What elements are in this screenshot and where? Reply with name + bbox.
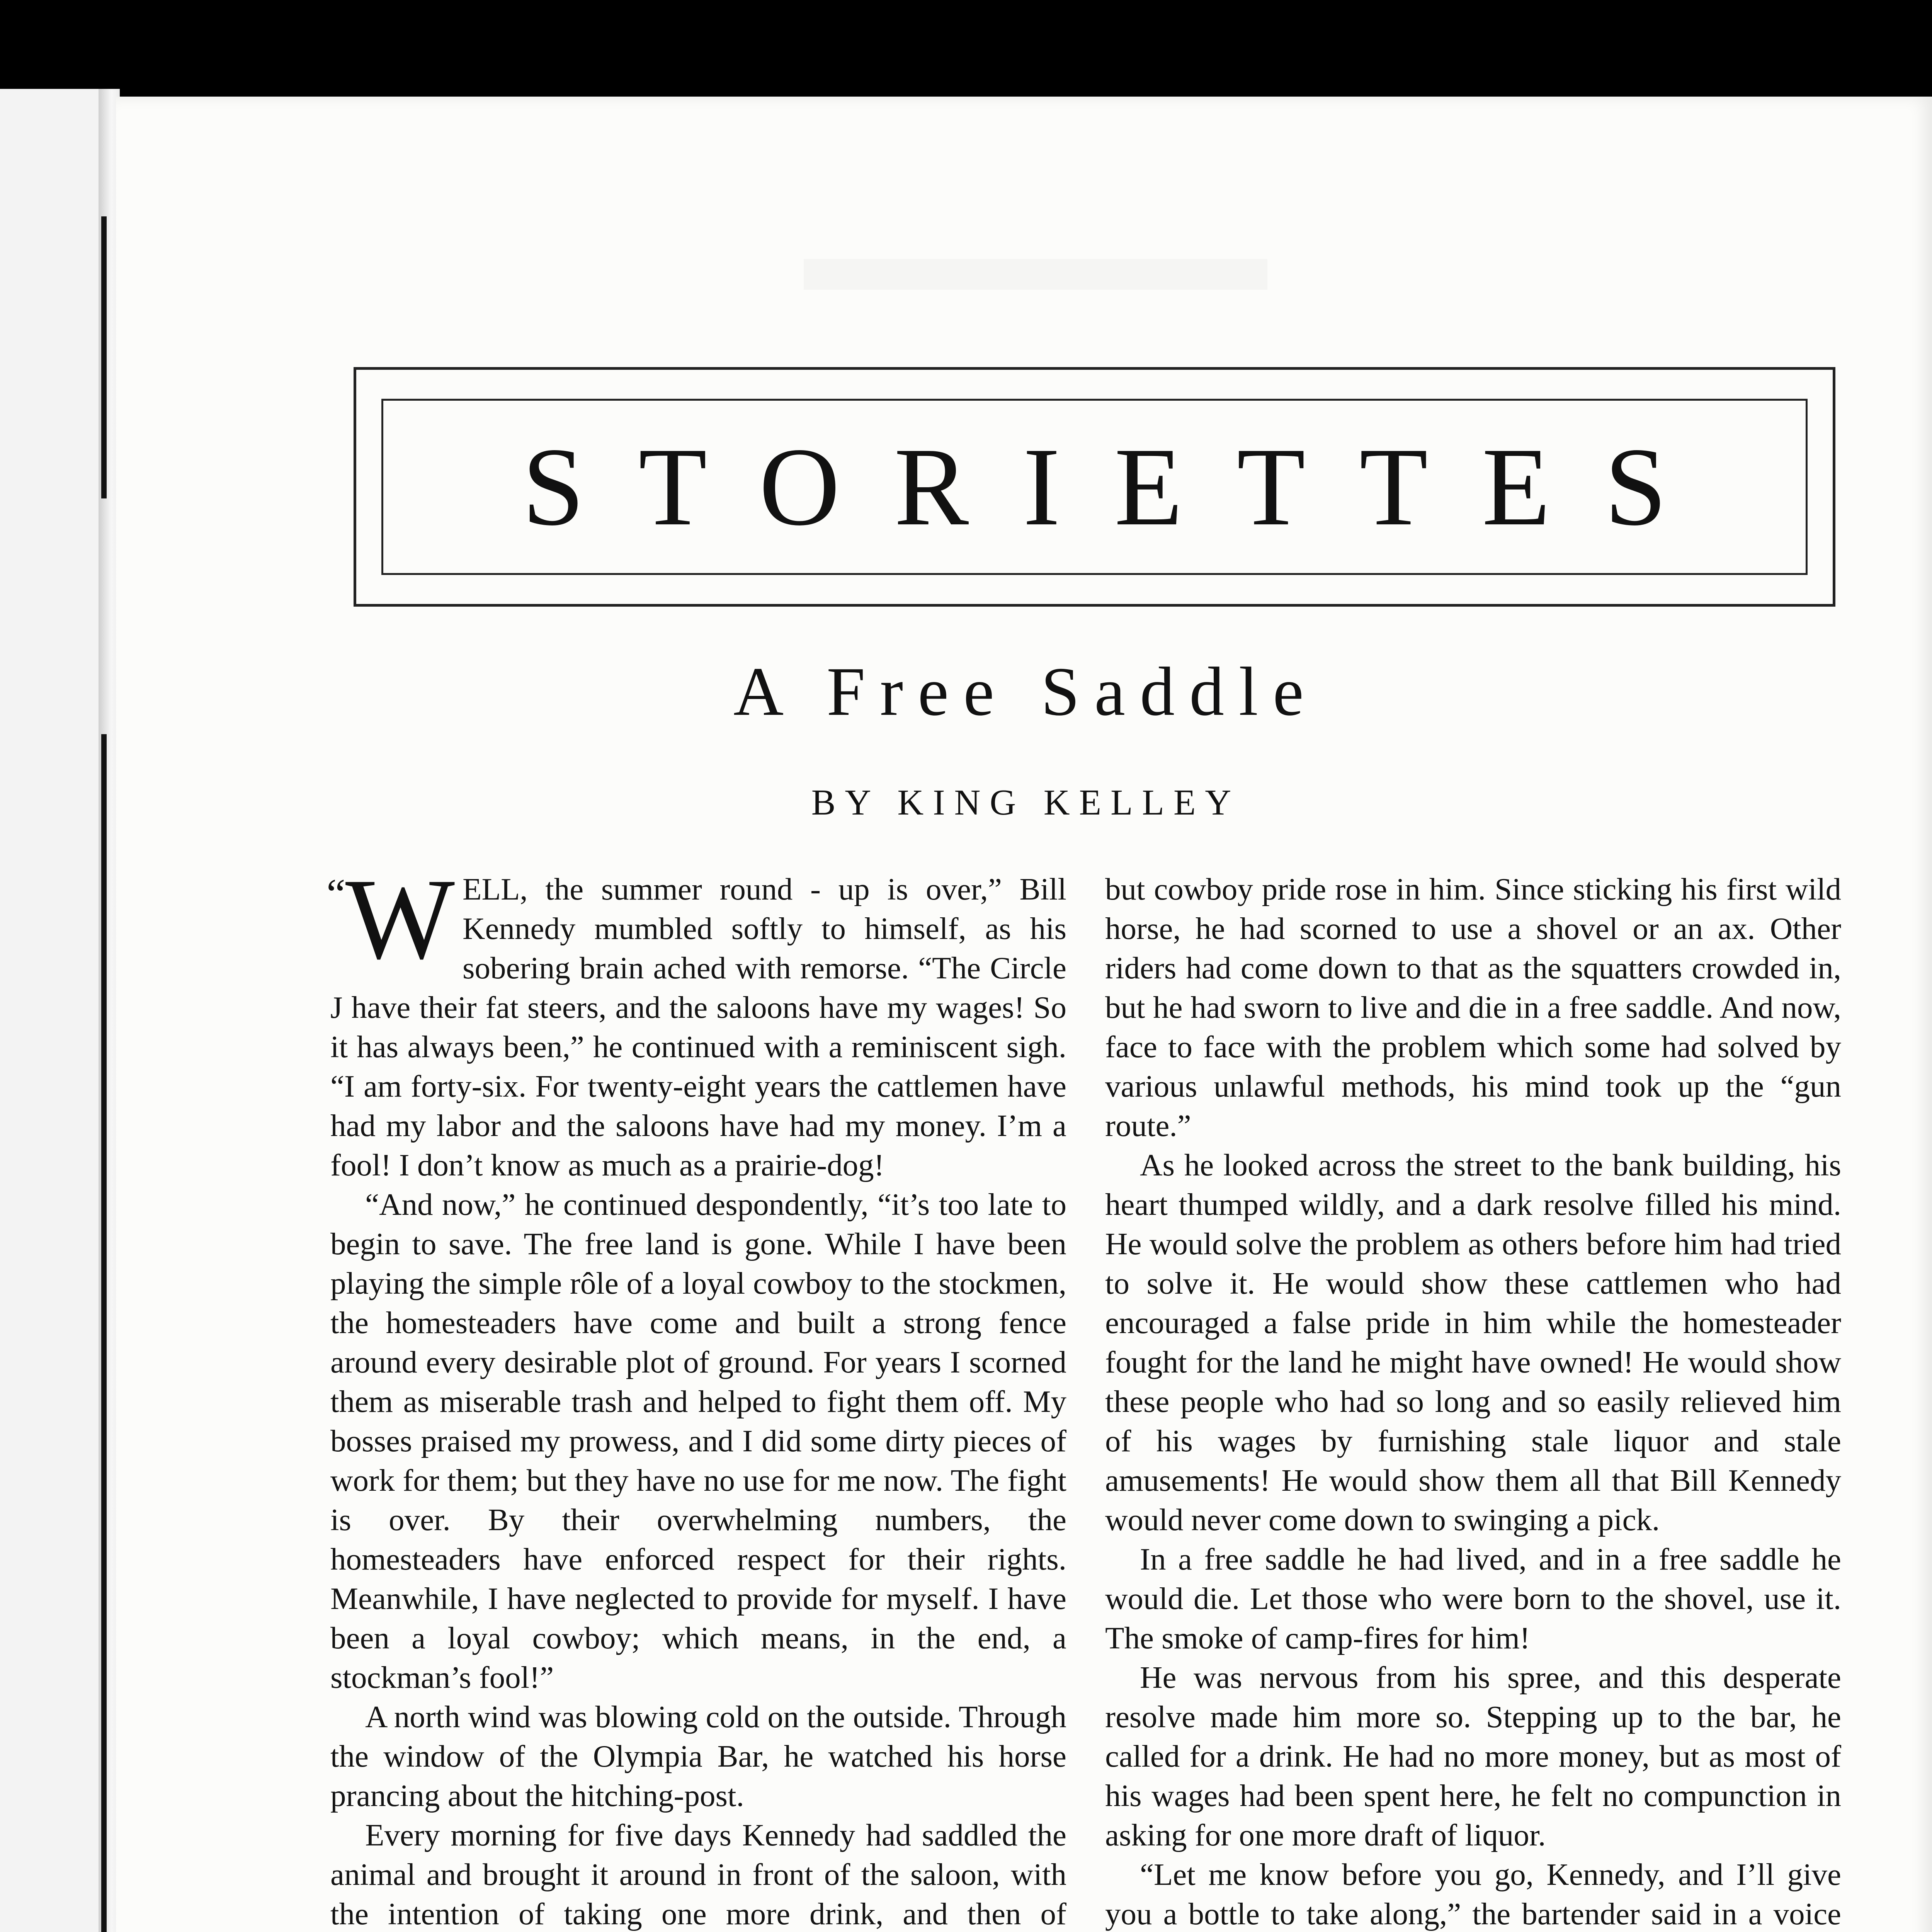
magazine-page: [116, 97, 1932, 1932]
text-column-right: [1105, 869, 1841, 1932]
paragraph: “W ELL, the summer round - up is over,” Bill Kennedy mumbled softly to himself, as his sobering brain ached with remorse. “The Circle J have their fat steers, and the saloons have my wages! So it has always been,” he continued with a reminiscent sigh. “I am forty-six. For twenty-eight years the cattlemen have had my labor and the saloons have had my money. I’m a fool! I don’t know as much as a prairie-dog!: [327, 855, 1066, 1182]
paragraph: He was nervous from his spree, and this desperate resolve made him more so. Stepping up to the bar, he called for a drink. He had no more money, but as most of his wages had been spent here, he felt no compunction in asking for one more draft of liquor.: [1105, 1660, 1841, 1852]
paragraph: Every morning for five days Kennedy had saddled the animal and brought it around in front of the saloon, with the intention of taking one more drink, and then of: [330, 1818, 1066, 1931]
spine-mark-top: [101, 216, 107, 498]
spine-mark-middle: [101, 734, 107, 1662]
adjacent-page-edge: [0, 89, 104, 1932]
section-title-frame: [354, 367, 1835, 607]
paragraph: A north wind was blowing cold on the outside. Through the window of the Olympia Bar, he watched his horse prancing about the hitching-post.: [330, 1699, 1066, 1813]
section-title: STORIETTES: [522, 425, 1721, 549]
story-title: A Free Saddle: [733, 653, 1318, 730]
byline: BY KING KELLEY: [811, 782, 1241, 823]
section-title-inner-frame: [381, 399, 1808, 575]
text-column-left: [327, 855, 1066, 1932]
paragraph: As he looked across the street to the bank building, his heart thumped wildly, and a dark resolve filled his mind. He would solve the problem as others before him had tried to solve it. He would show these cattlemen who had encouraged a false pride in him while the homesteader fought for the land he might have owned! He would show these people who had so long and so easily relieved him of his wages by furnishing stale liquor and stale amusements! He would show them all that Bill Kennedy would never come down to swinging a pick.: [1105, 1148, 1841, 1537]
paragraph: “And now,” he continued despondently, “it’s too late to begin to save. The free land is gone. While I have been playing the simple rôle of a loyal cowboy to the stockmen, the homesteaders have come and built a strong fence around every desirable plot of ground. For years I scorned them as miserable trash and helped to fight them off. My bosses praised my prowess, and I did some dirty pieces of work for them; but they have no use for me now. The fight is over. By their overwhelming numbers, the homesteaders have enforced respect for their rights. Meanwhile, I have neglected to provide for myself. I have been a loyal cowboy; which means, in the end, a stockman’s fool!”: [330, 1187, 1066, 1695]
spine-mark-bottom: [101, 1604, 107, 1932]
drop-cap: “W: [327, 855, 455, 983]
paragraph: but cowboy pride rose in him. Since sticking his first wild horse, he had scorned to use a shovel or an ax. Other riders had come down to that as the squatters crowded in, but he had sworn to live and die in a free saddle. And now, face to face with the problem which some had solved by various unlawful methods, his mind took up the “gun route.”: [1105, 872, 1841, 1143]
paragraph: In a free saddle he had lived, and in a free saddle he would die. Let those who were born to the shovel, use it. The smoke of camp-fires for him!: [1105, 1542, 1841, 1655]
bleed-through-header: [804, 259, 1267, 290]
paragraph: “Let me know before you go, Kennedy, and I’ll give you a bottle to take along,” the bartender said in a voice: [1105, 1857, 1841, 1931]
